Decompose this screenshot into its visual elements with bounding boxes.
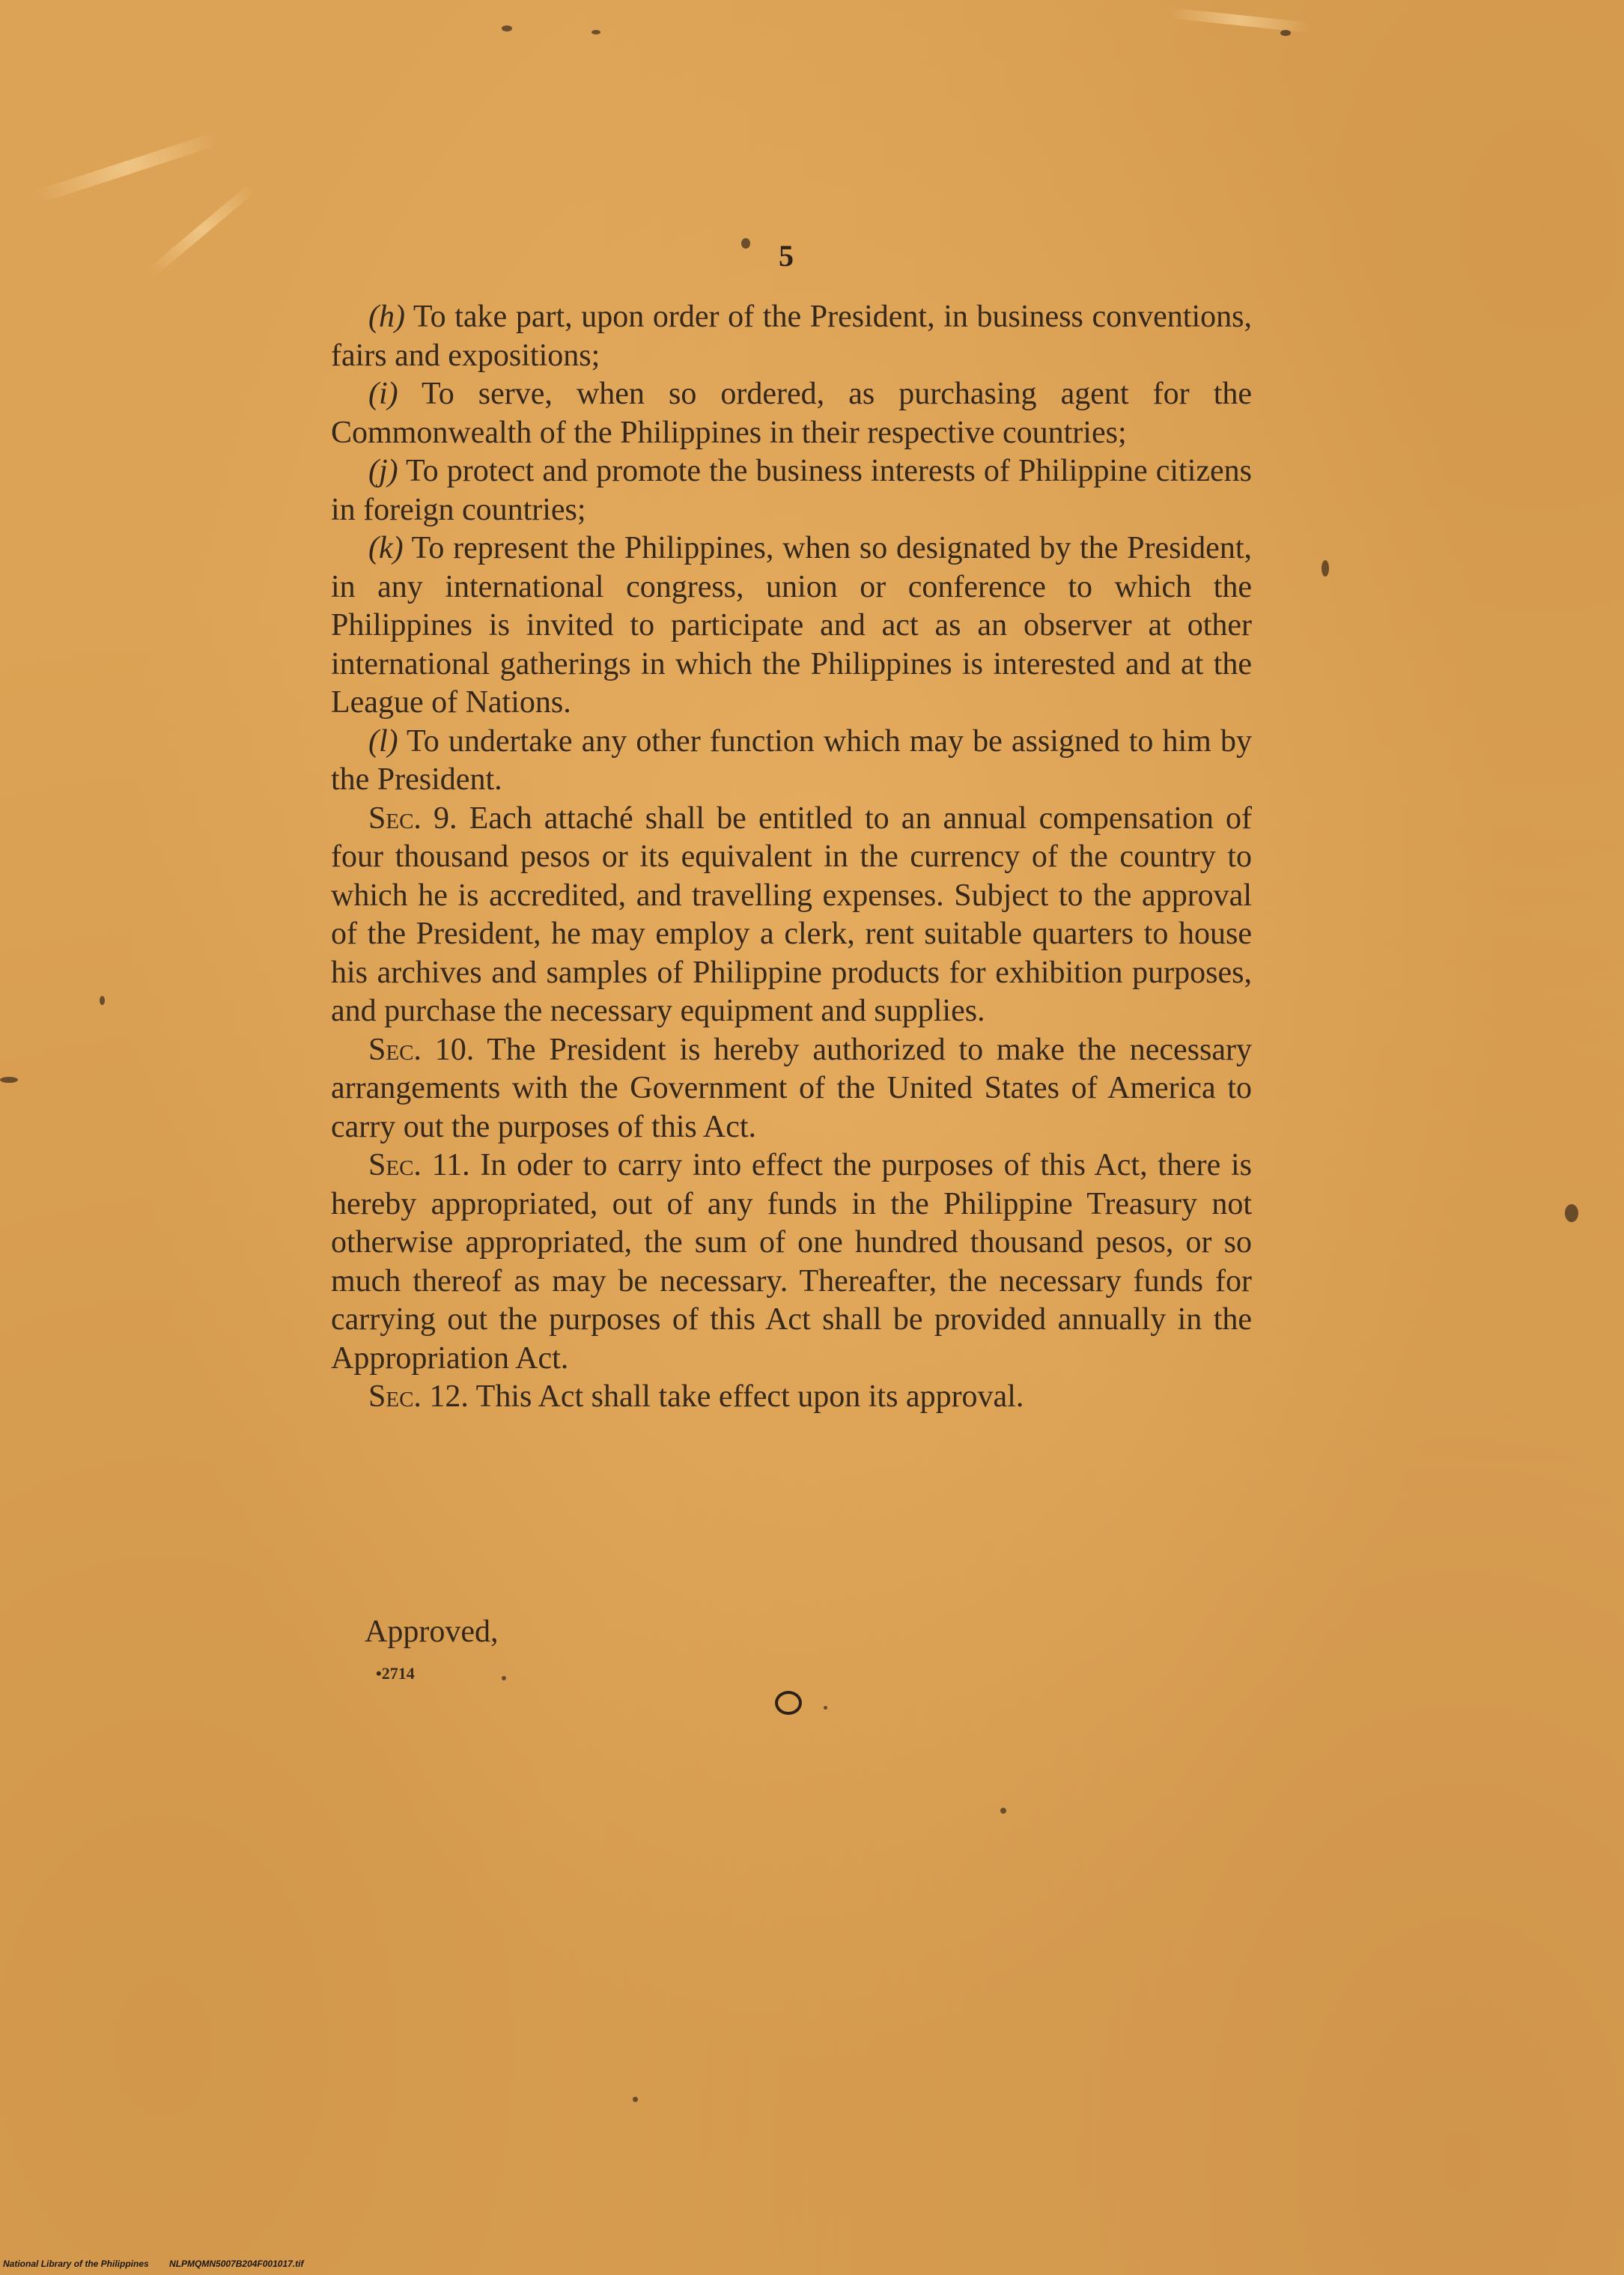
clause-text: To undertake any other function which may be assigned to him by the President. <box>331 723 1252 797</box>
library-name: National Library of the Philippines <box>3 2259 149 2269</box>
section-9 <box>331 800 1252 1031</box>
clause-text: To protect and promote the business interests of Philippine citizens in foreign countries; <box>331 454 1252 527</box>
clause-h <box>331 298 1252 375</box>
section-label: Sec. 10. <box>368 1032 475 1067</box>
clause-label: (l) <box>368 723 398 759</box>
section-10 <box>331 1031 1252 1147</box>
paper-crease <box>33 131 222 204</box>
clause-j <box>331 452 1252 529</box>
approved-line: Approved, <box>365 1615 499 1649</box>
section-label: Sec. 9. <box>368 801 457 836</box>
paper-speck <box>1000 1808 1006 1814</box>
paper-speck <box>502 25 512 31</box>
clause-text: To represent the Philippines, when so designated by the President, in any international congress, union or conference to which the Philippines is invited to participate and act as an observer at other international gatherings in which the Philippines is interested and at the League of Nations. <box>331 531 1252 720</box>
paper-speck <box>0 1077 18 1083</box>
clause-label: (h) <box>368 300 405 334</box>
paper-speck <box>1280 30 1291 36</box>
paper-speck <box>824 1706 827 1710</box>
clause-l <box>331 723 1252 800</box>
paper-speck <box>741 238 750 249</box>
clause-text: To serve, when so ordered, as purchasing agent for the Commonwealth of the Philippines in their respective countries; <box>331 377 1252 450</box>
scan-attribution <box>3 2259 321 2269</box>
section-12 <box>331 1378 1252 1417</box>
paper-speck <box>1565 1204 1578 1222</box>
paper-speck <box>1322 560 1329 577</box>
section-text: This Act shall take effect upon its approval. <box>468 1379 1024 1414</box>
paper-speck <box>502 1676 506 1680</box>
clause-label: (i) <box>368 377 398 411</box>
clause-label: (k) <box>368 531 404 565</box>
section-label: Sec. 12. <box>368 1379 469 1414</box>
clause-text: To take part, upon order of the President, in business conventions, fairs and expositions; <box>331 300 1252 373</box>
clause-label: (j) <box>368 454 398 488</box>
section-text: The President is hereby authorized to make the necessary arrangements with the Government of the United States of America to carry out the purposes of this Act. <box>331 1032 1252 1144</box>
clause-i <box>331 375 1252 452</box>
section-label: Sec. 11. <box>368 1148 470 1182</box>
section-text: Each attaché shall be entitled to an annual compensation of four thousand pesos or its equivalent in the currency of the country to which he is accredited, and travelling expenses. Subject to the approval of the President, he may employ a clerk, rent suitable quarters to house his archives and samples of Philippine products for exhibition purposes, and purchase the necessary equipment and supplies. <box>331 801 1253 1028</box>
section-11 <box>331 1146 1252 1378</box>
clause-k <box>331 529 1252 723</box>
act-text <box>331 298 1252 1417</box>
paper-speck <box>100 996 105 1005</box>
paper-crease <box>148 183 258 277</box>
paper-crease <box>1168 7 1310 33</box>
print-code: • 2714 <box>376 1664 415 1683</box>
section-text: In oder to carry into effect the purposes of this Act, there is hereby appropriated, out of any funds in the Philippine Treasury not otherwise appropriated, the sum of one hundred thousand pesos, or so much thereof as may be necessary. Thereafter, the necessary funds for carrying out the purposes of this Act shall be provided annually in the Appropriation Act. <box>331 1148 1253 1376</box>
file-id: NLPMQMN5007B204F001017.tif <box>169 2259 304 2269</box>
paper-speck <box>591 30 600 34</box>
paper-speck <box>633 2097 638 2102</box>
end-mark-circle-icon <box>775 1691 802 1715</box>
page-number: 5 <box>779 239 794 273</box>
